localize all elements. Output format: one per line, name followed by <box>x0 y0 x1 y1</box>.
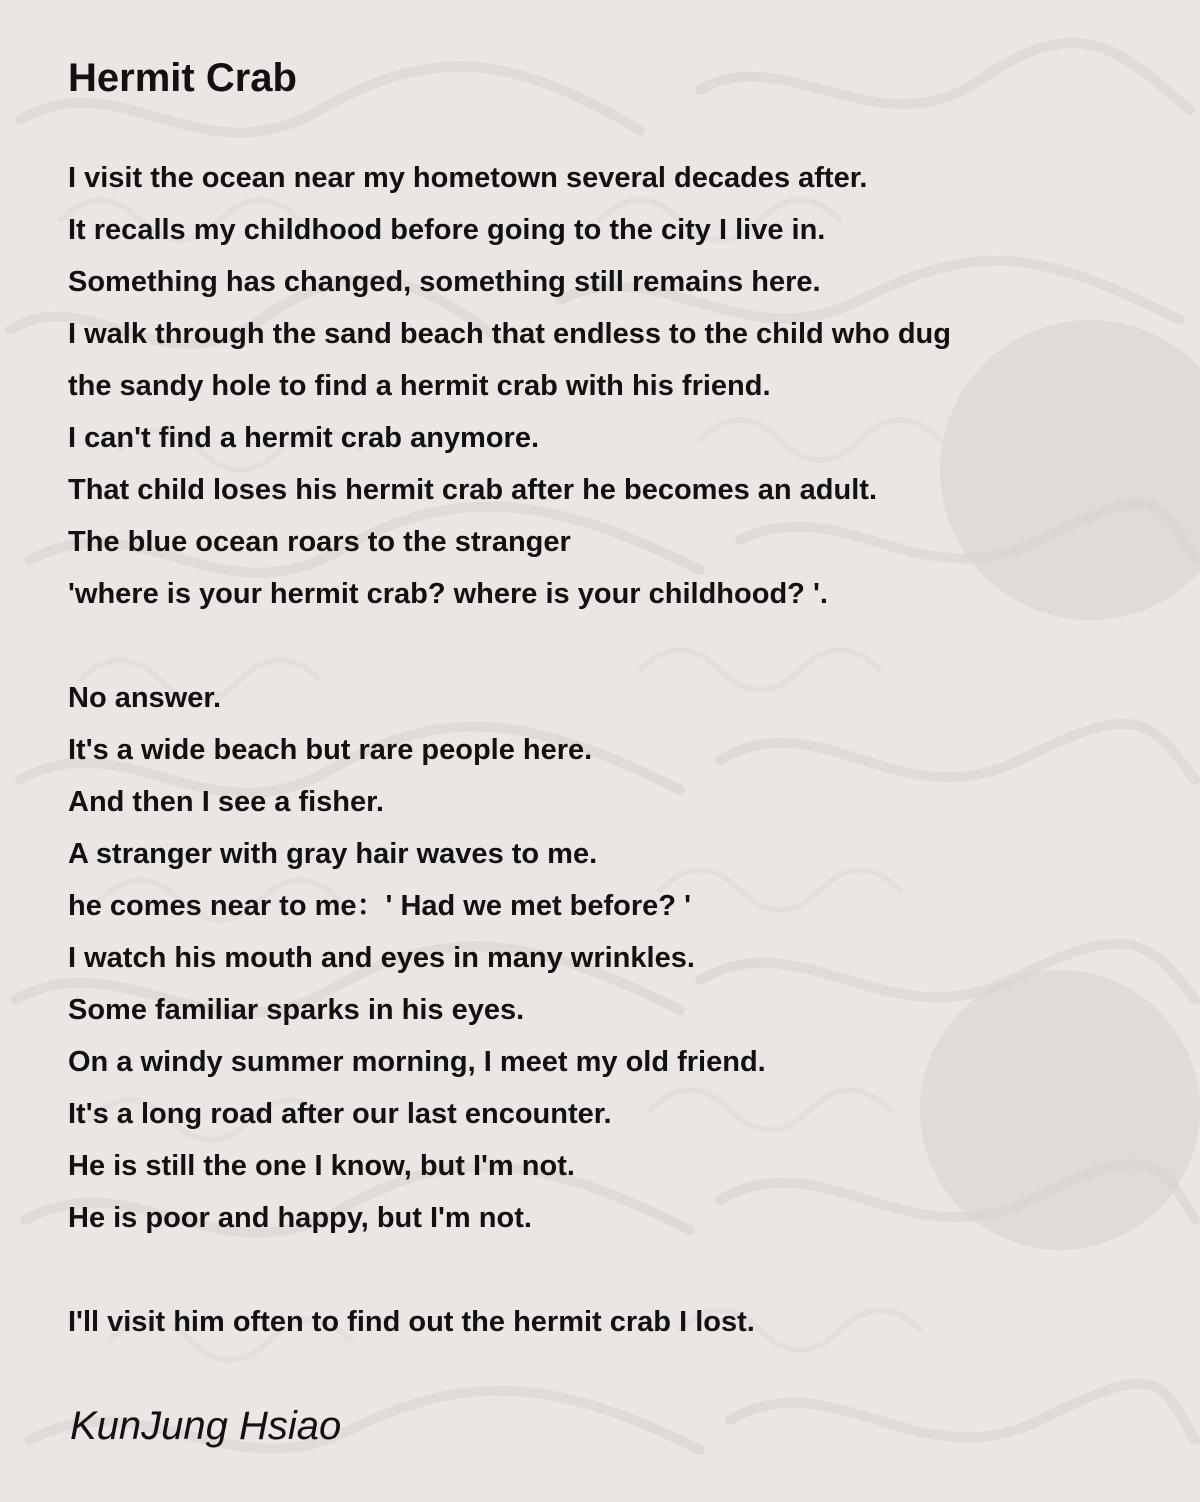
poem-line: A stranger with gray hair waves to me. <box>68 838 598 870</box>
poem-line: It's a wide beach but rare people here. <box>68 734 593 766</box>
stanza-1 <box>68 152 1168 620</box>
poem-line: the sandy hole to find a hermit crab with his friend. <box>68 370 771 402</box>
poem-line: I'll visit him often to find out the hermit crab I lost. <box>68 1306 755 1338</box>
poem-line: He is poor and happy, but I'm not. <box>68 1202 532 1234</box>
poem-line: I watch his mouth and eyes in many wrinkles. <box>68 942 695 974</box>
poem-line: I walk through the sand beach that endless to the child who dug <box>68 318 951 350</box>
poem-line: It's a long road after our last encounter. <box>68 1098 612 1130</box>
poem-line: he comes near to me：' Had we met before? ' <box>68 890 691 922</box>
poem-line: I visit the ocean near my hometown several decades after. <box>68 162 868 194</box>
stanza-3 <box>68 1296 1168 1348</box>
poem-line: And then I see a fisher. <box>68 786 384 818</box>
poem-line: I can't find a hermit crab anymore. <box>68 422 540 454</box>
poem-line: That child loses his hermit crab after he becomes an adult. <box>68 474 877 506</box>
stanza-2 <box>68 672 1168 1244</box>
poem-line: Something has changed, something still remains here. <box>68 266 821 298</box>
poem-title: Hermit Crab <box>68 56 297 100</box>
poem-line: No answer. <box>68 682 222 714</box>
poem-line: 'where is your hermit crab? where is your childhood? '. <box>68 578 828 610</box>
poem-line: It recalls my childhood before going to the city I live in. <box>68 214 826 246</box>
poem-line: He is still the one I know, but I'm not. <box>68 1150 575 1182</box>
poem-body <box>68 152 1168 1400</box>
poem-line: On a windy summer morning, I meet my old friend. <box>68 1046 766 1078</box>
poem-line: Some familiar sparks in his eyes. <box>68 994 525 1026</box>
poem-author: KunJung Hsiao <box>70 1404 342 1448</box>
poem-line: The blue ocean roars to the stranger <box>68 526 571 558</box>
